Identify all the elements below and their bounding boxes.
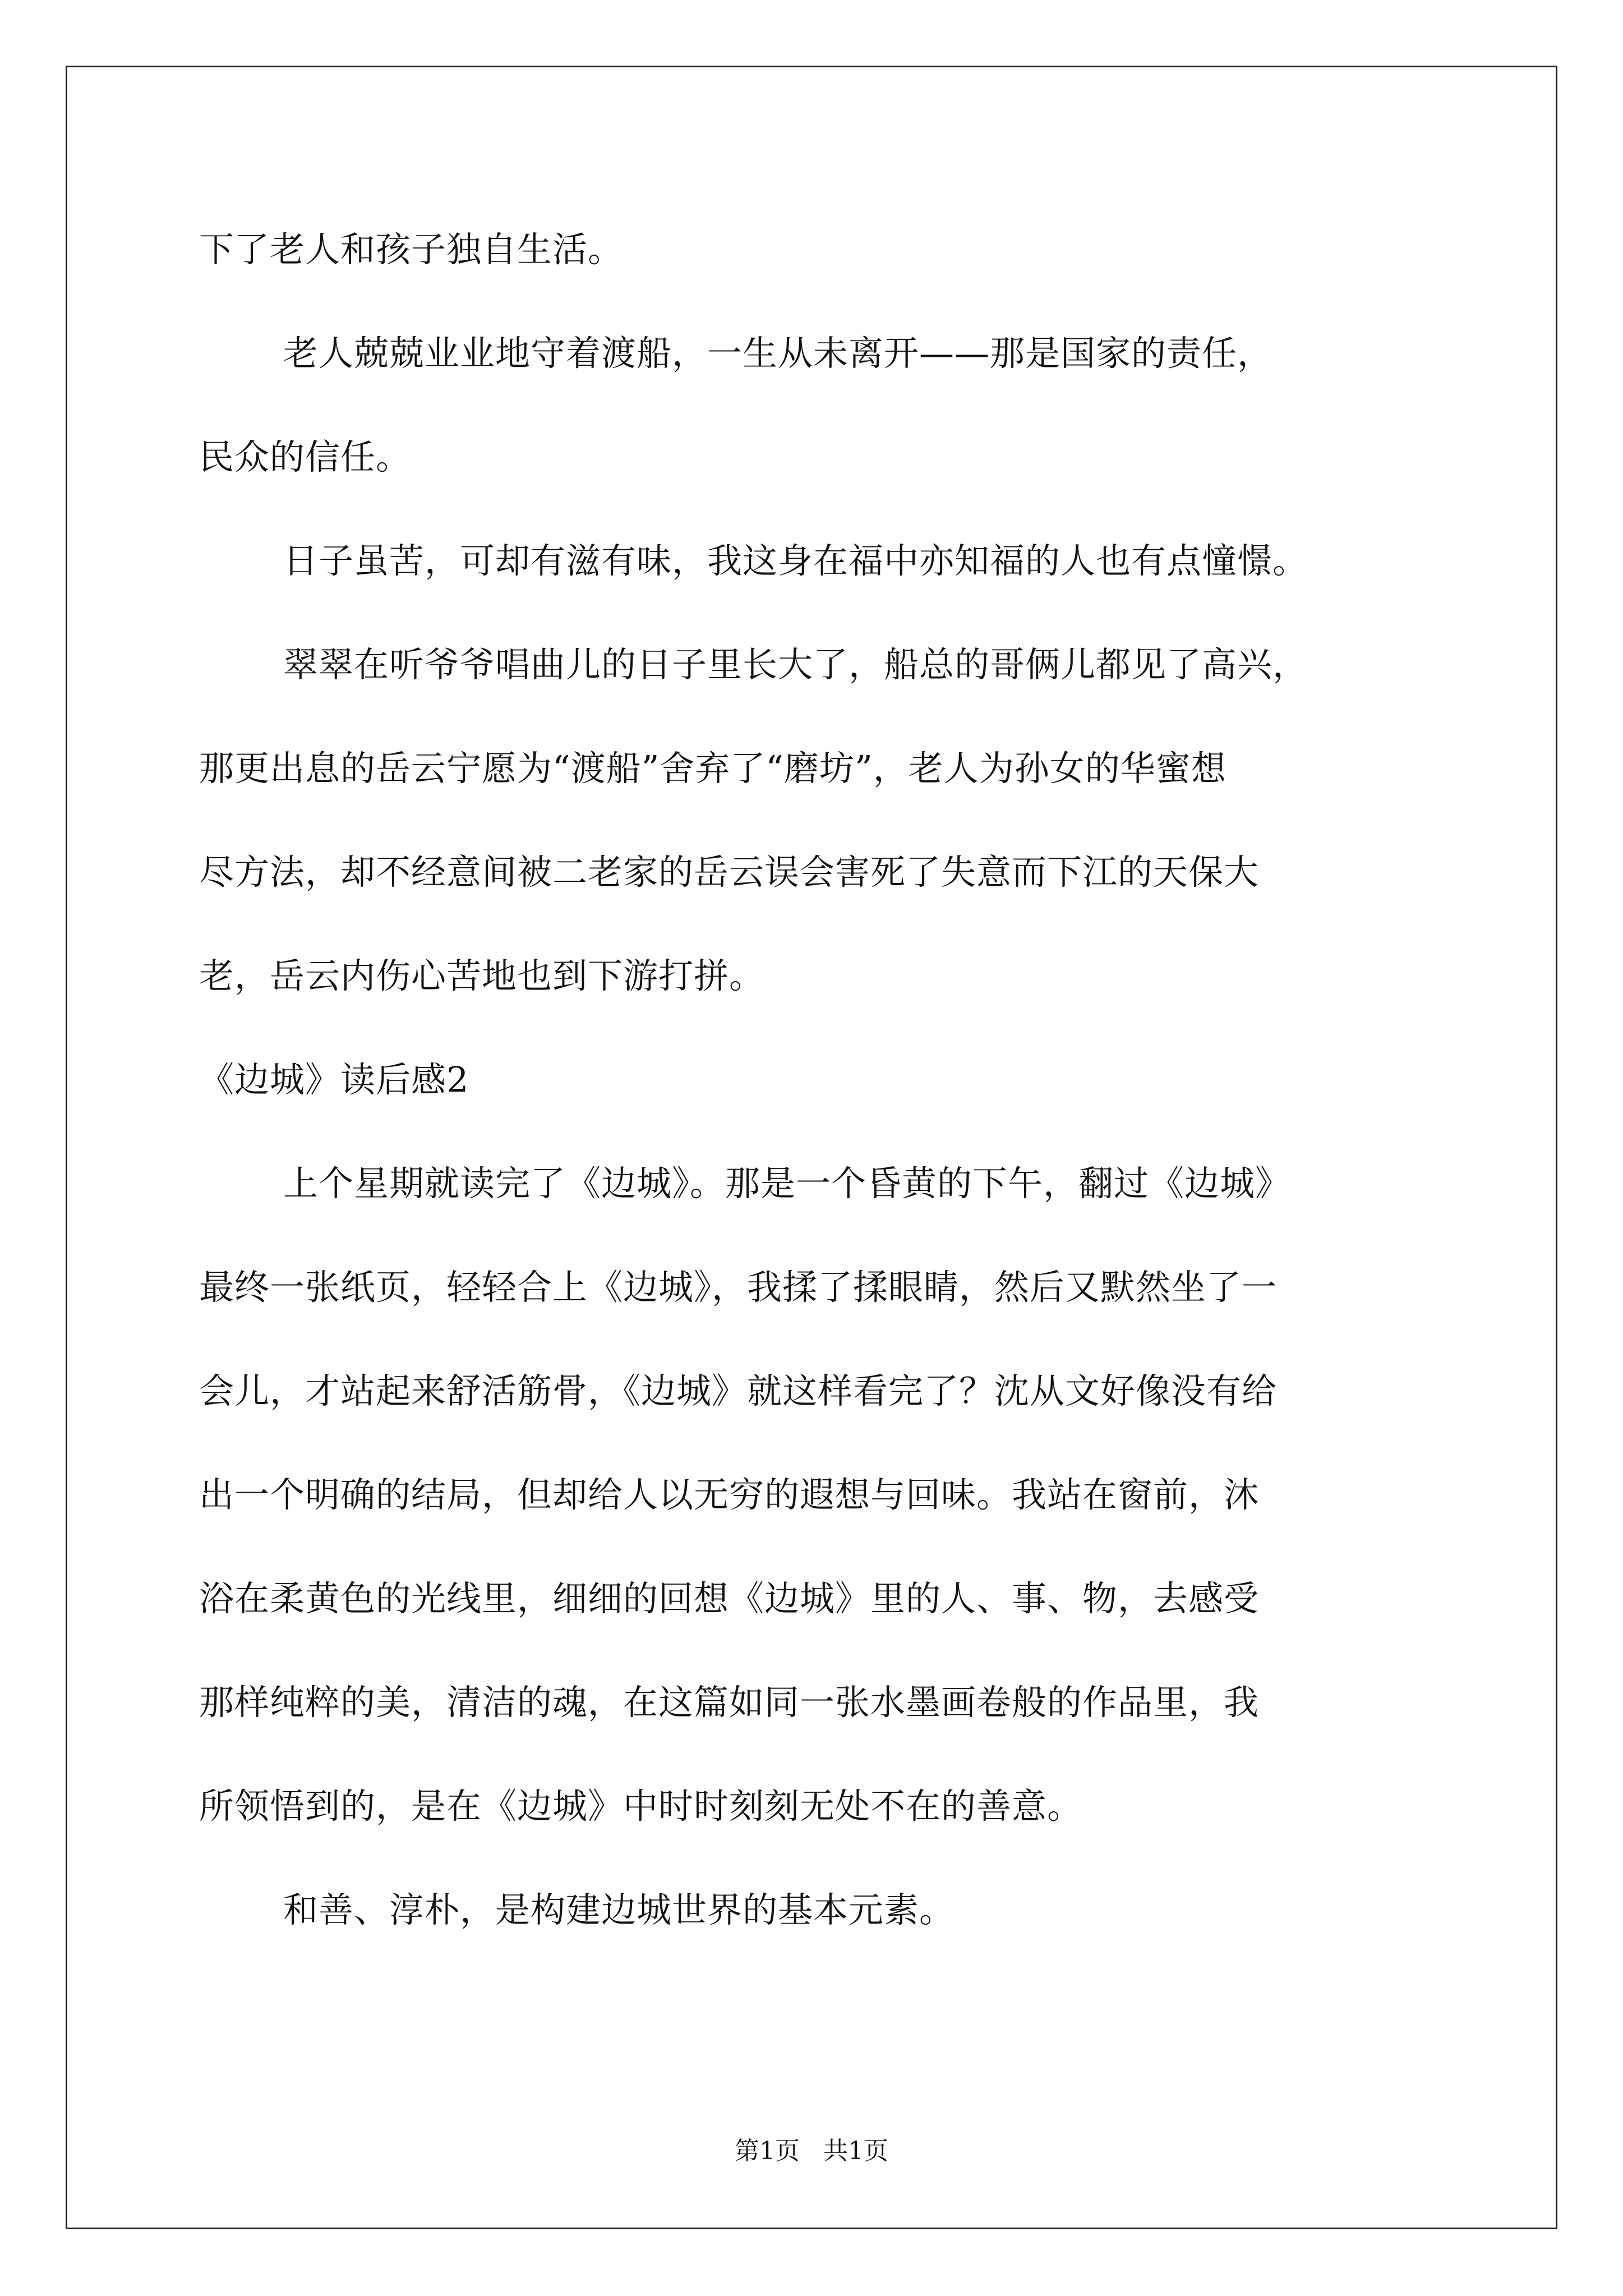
text-line: 下了老人和孩子独自生活。 (199, 229, 624, 270)
text-line: 那样纯粹的美，清洁的魂，在这篇如同一张水墨画卷般的作品里，我 (199, 1682, 1260, 1723)
text-line: 会儿，才站起来舒活筋骨，《边城》就这样看完了？沈从文好像没有给 (199, 1370, 1278, 1411)
text-line: 老，岳云内伤心苦地也到下游打拼。 (199, 955, 765, 996)
text-line: 那更出息的岳云宁愿为“渡船”舍弃了“磨坊”，老人为孙女的华蜜想 (199, 748, 1227, 789)
paragraph-line: 老人兢兢业业地守着渡船，一生从未离开——那是国家的责任， (283, 333, 1273, 374)
page-footer: 第1页 共1页 (735, 2137, 888, 2165)
paragraph-line: 翠翠在听爷爷唱曲儿的日子里长大了，船总的哥俩儿都见了高兴， (283, 644, 1308, 685)
text-line: 尽方法，却不经意间被二老家的岳云误会害死了失意而下江的天保大 (199, 852, 1260, 892)
text-line: 浴在柔黄色的光线里，细细的回想《边城》里的人、事、物，去感受 (199, 1578, 1260, 1619)
paragraph-line: 日子虽苦，可却有滋有味，我这身在福中亦知福的人也有点憧憬。 (283, 540, 1308, 581)
text-line: 出一个明确的结局，但却给人以无穷的遐想与回味。我站在窗前，沐 (199, 1474, 1260, 1515)
text-line: 最终一张纸页，轻轻合上《边城》，我揉了揉眼睛，然后又默然坐了一 (199, 1267, 1278, 1308)
paragraph-line: 和善、淳朴，是构建边城世界的基本元素。 (283, 1889, 955, 1930)
paragraph-line: 上个星期就读完了《边城》。那是一个昏黄的下午，翻过《边城》 (283, 1163, 1291, 1204)
text-line: 民众的信任。 (199, 436, 412, 477)
section-heading: 《边城》读后感2 (199, 1059, 469, 1100)
text-line: 所领悟到的，是在《边城》中时时刻刻无处不在的善意。 (199, 1786, 1083, 1826)
